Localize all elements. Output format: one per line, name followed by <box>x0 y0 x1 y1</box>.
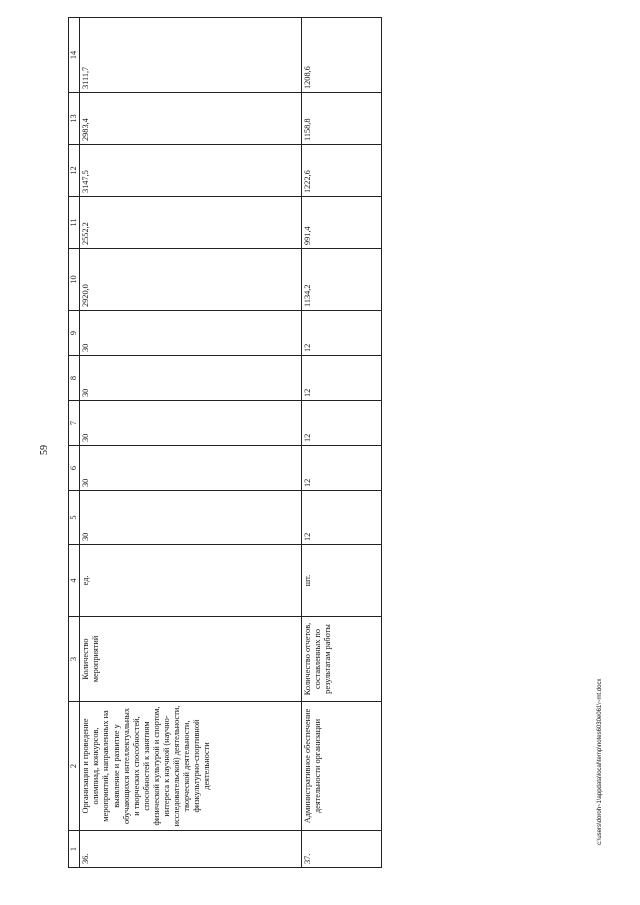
value-cell: 30 <box>80 356 302 401</box>
header-cell: 14 <box>69 18 80 93</box>
amount-cell: 3147,5 <box>80 145 302 197</box>
value-cell: 30 <box>80 311 302 356</box>
footer-file-path: c:\users\doroh~1\appdata\local\temp\notes6030e061\~mt.docx <box>597 678 603 845</box>
amount-cell: 2983,4 <box>80 93 302 145</box>
activity-name-cell: Организация и проведение олимпиад, конкурсов, мероприятий, направленных на выявление и развитие у обучающихся интеллектуальных и творческих способностей, способностей к занятиям физической культурой и спортом, интереса к научной (научно-исследовательской) деятельности, творческой деятельности, физкультурно-спортивной деятельности <box>80 702 302 831</box>
unit-cell: ед. <box>80 545 302 617</box>
table-rotated-container <box>68 18 382 868</box>
unit-cell: шт. <box>301 545 381 617</box>
table-row <box>301 18 381 868</box>
value-cell: 12 <box>301 311 381 356</box>
row-number-cell: 36. <box>80 831 302 868</box>
table-row <box>80 18 302 868</box>
amount-cell: 3111,7 <box>80 18 302 93</box>
amount-cell: 2920,0 <box>80 249 302 311</box>
header-cell: 7 <box>69 401 80 446</box>
amount-cell: 1208,6 <box>301 18 381 93</box>
row-number-cell: 37. <box>301 831 381 868</box>
header-cell: 5 <box>69 491 80 545</box>
header-cell: 1 <box>69 831 80 868</box>
indicator-cell: Количество мероприятий <box>80 617 302 702</box>
value-cell: 12 <box>301 356 381 401</box>
value-cell: 30 <box>80 446 302 491</box>
data-table <box>68 17 382 868</box>
header-cell: 10 <box>69 249 80 311</box>
amount-cell: 1134,2 <box>301 249 381 311</box>
header-cell: 12 <box>69 145 80 197</box>
header-cell: 8 <box>69 356 80 401</box>
table-header-row <box>69 18 80 868</box>
value-cell: 12 <box>301 491 381 545</box>
header-cell: 13 <box>69 93 80 145</box>
amount-cell: 1158,8 <box>301 93 381 145</box>
header-cell: 2 <box>69 702 80 831</box>
activity-name-cell: Административное обеспечение деятельности организации <box>301 702 381 831</box>
page-number: 59 <box>39 445 50 455</box>
header-cell: 4 <box>69 545 80 617</box>
header-cell: 9 <box>69 311 80 356</box>
table-inner <box>68 18 382 868</box>
amount-cell: 991,4 <box>301 197 381 249</box>
amount-cell: 1222,6 <box>301 145 381 197</box>
value-cell: 30 <box>80 401 302 446</box>
header-cell: 11 <box>69 197 80 249</box>
value-cell: 12 <box>301 446 381 491</box>
amount-cell: 2552,2 <box>80 197 302 249</box>
value-cell: 12 <box>301 401 381 446</box>
indicator-cell: Количество отчетов, составленных по результатам работы <box>301 617 381 702</box>
value-cell: 30 <box>80 491 302 545</box>
header-cell: 3 <box>69 617 80 702</box>
header-cell: 6 <box>69 446 80 491</box>
